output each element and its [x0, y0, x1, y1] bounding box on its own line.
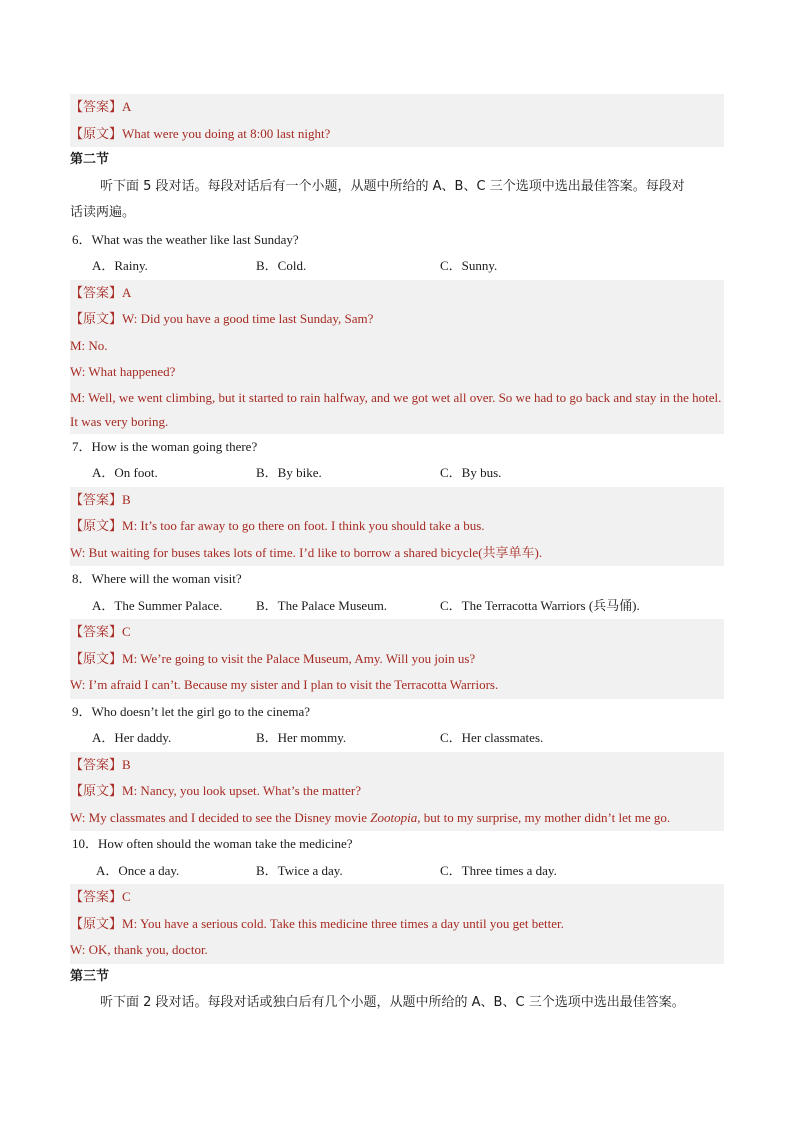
answer-value: A	[122, 284, 132, 300]
answer-tag: 【答案】	[70, 492, 123, 508]
question-9: 9．Who doesn’t let the girl go to the cinema?	[72, 703, 311, 719]
section-title: 第二节	[70, 152, 110, 167]
document-page	[70, 94, 724, 1017]
option-c: C．The Terracotta Warriors (兵马俑).	[440, 597, 640, 613]
option-b: B．By bike.	[256, 465, 322, 480]
section-instructions: 听下面 2 段对话。每段对话或独白后有几个小题，从题中所给的 A、B、C 三个选项中选出最佳答案。	[100, 995, 685, 1010]
transcript-text: W: Did you have a good time last Sunday, Sam?	[122, 311, 374, 326]
option-a: A．Once a day.	[96, 862, 180, 878]
original-tag: 【原文】	[70, 784, 123, 799]
original-tag: 【原文】	[70, 126, 123, 142]
answer-value: C	[122, 624, 131, 639]
answer-tag: 【答案】	[70, 100, 123, 115]
option-b: B．Twice a day.	[256, 862, 343, 878]
transcript-row	[70, 121, 724, 148]
option-b: B．Cold.	[256, 258, 307, 273]
options-row	[70, 858, 724, 885]
transcript-line: W: OK, thank you, doctor.	[70, 937, 724, 964]
transcript-text: M: We’re going to visit the Palace Museum, Amy. Will you join us?	[122, 650, 476, 666]
transcript-text: M: You have a serious cold. Take this medicine three times a day until you get better.	[122, 915, 564, 931]
transcript-text: M: It’s too far away to go there on foot. I think you should take a bus.	[122, 518, 485, 533]
original-tag: 【原文】	[70, 312, 123, 327]
answer-tag: 【答案】	[70, 757, 123, 773]
movie-title: Zootopia	[370, 809, 418, 825]
options-row	[70, 593, 724, 620]
section-title: 第三节	[70, 968, 110, 984]
original-tag: 【原文】	[70, 519, 123, 534]
option-c: C．Three times a day.	[440, 862, 557, 878]
option-c: C．By bus.	[440, 465, 502, 480]
question-8: 8．Where will the woman visit?	[72, 571, 242, 586]
answer-value: B	[122, 756, 131, 772]
question-7: 7．How is the woman going there?	[72, 438, 258, 454]
transcript-line: W: I’m afraid I can’t. Because my sister and I plan to visit the Terracotta Warriors.	[70, 672, 724, 699]
answer-value: C	[122, 889, 131, 904]
option-b: B．Her mommy.	[256, 730, 347, 745]
options-row	[70, 460, 724, 487]
transcript-row	[70, 911, 724, 938]
answer-row	[70, 94, 724, 121]
answer-row	[70, 619, 724, 646]
transcript-line: M: No.	[70, 333, 724, 360]
answer-tag: 【答案】	[70, 890, 123, 905]
answer-value: B	[122, 491, 131, 507]
option-c: C．Her classmates.	[440, 730, 544, 745]
transcript-text: M: Nancy, you look upset. What’s the matter?	[122, 783, 362, 798]
option-b: B．The Palace Museum.	[256, 597, 388, 613]
transcript-row	[70, 646, 724, 673]
answer-tag: 【答案】	[70, 625, 123, 640]
transcript-text: What were you doing at 8:00 last night?	[122, 125, 331, 141]
answer-row	[70, 487, 724, 514]
option-a: A．Rainy.	[92, 258, 148, 273]
answer-row	[70, 280, 724, 307]
section-instructions: 听下面 5 段对话。每段对话后有一个小题，从题中所给的 A、B、C 三个选项中选出最佳答案。每段对	[100, 178, 685, 194]
transcript-text: W: My classmates and I decided to see the Disney movie	[70, 809, 371, 825]
transcript-text: , but to my surprise, my mother didn’t let me go.	[417, 809, 671, 825]
question-10: 10．How often should the woman take the medicine?	[72, 836, 353, 851]
transcript-line	[70, 805, 724, 832]
transcript-line: M: Well, we went climbing, but it started to rain halfway, and we got wet all over. So we had to go back and stay in the hotel. It was very boring.	[70, 386, 724, 434]
option-a: A．The Summer Palace.	[92, 597, 223, 613]
answer-tag: 【答案】	[70, 285, 123, 301]
option-a: A．Her daddy.	[92, 730, 172, 745]
section-instructions-cont: 话读两遍。	[70, 205, 136, 220]
answer-value: A	[122, 99, 132, 114]
option-a: A．On foot.	[92, 465, 158, 480]
transcript-line: W: But waiting for buses takes lots of time. I’d like to borrow a shared bicycle(共享单车).	[70, 540, 724, 567]
original-tag: 【原文】	[70, 651, 123, 667]
transcript-row	[70, 306, 724, 333]
options-row	[70, 725, 724, 752]
transcript-line: W: What happened?	[70, 359, 724, 386]
options-row	[70, 253, 724, 280]
answer-row	[70, 752, 724, 779]
answer-row	[70, 884, 724, 911]
question-6: 6．What was the weather like last Sunday?	[72, 231, 299, 247]
transcript-row	[70, 778, 724, 805]
option-c: C．Sunny.	[440, 258, 498, 273]
original-tag: 【原文】	[70, 916, 123, 932]
transcript-row	[70, 513, 724, 540]
